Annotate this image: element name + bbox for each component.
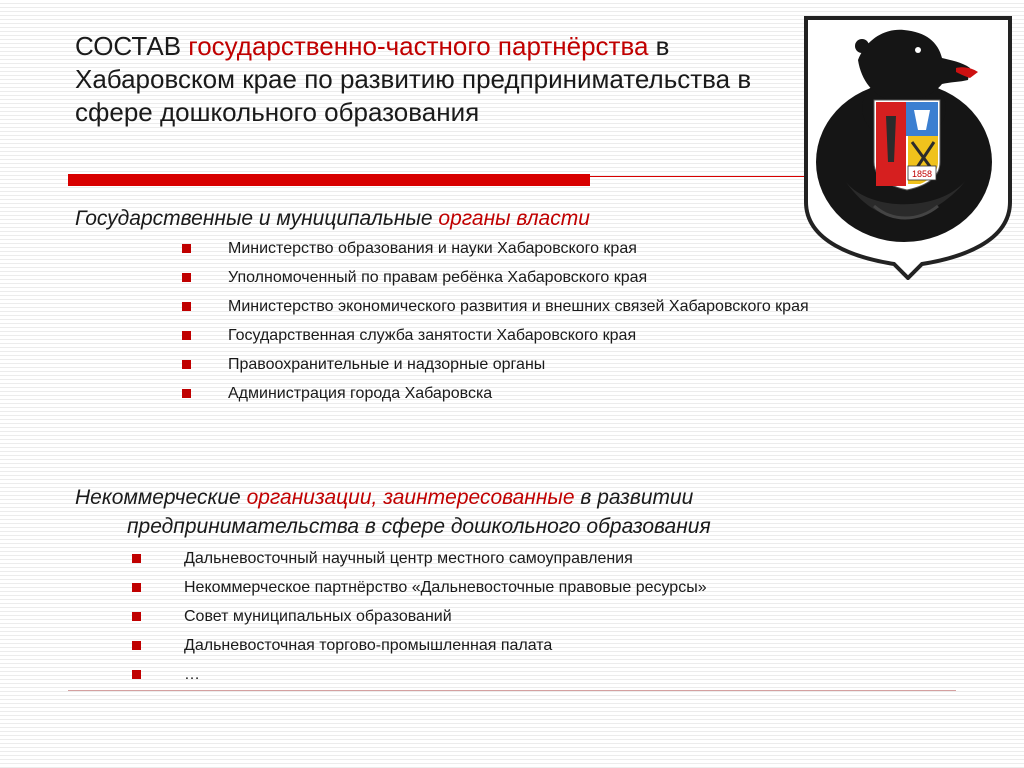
title-underline-bar bbox=[68, 174, 590, 186]
list-item: Правоохранительные и надзорные органы bbox=[228, 355, 838, 374]
heading-accent: организации, заинтересованные bbox=[246, 486, 575, 509]
list-item: Администрация города Хабаровска bbox=[228, 384, 838, 403]
square-bullet-icon bbox=[132, 554, 141, 563]
list-item: Совет муниципальных образований bbox=[184, 607, 944, 626]
heading-tail: в развитии bbox=[580, 486, 694, 509]
list-item: Министерство экономического развития и внешних связей Хабаровского края bbox=[228, 297, 838, 316]
list-item: Дальневосточная торгово-промышленная палата bbox=[184, 636, 944, 655]
heading-lead: Некоммерческие bbox=[75, 486, 241, 509]
emblem-year: 1858 bbox=[911, 169, 933, 179]
title-underline-thin bbox=[590, 176, 805, 177]
title-accent: государственно-частного партнёрства bbox=[188, 31, 649, 61]
section-heading-nonprofits bbox=[75, 483, 915, 541]
list-item: Дальневосточный научный центр местного самоуправления bbox=[184, 549, 944, 568]
inner-shield bbox=[874, 100, 940, 190]
square-bullet-icon bbox=[132, 641, 141, 650]
list-item: … bbox=[184, 665, 944, 684]
square-bullet-icon bbox=[182, 302, 191, 311]
square-bullet-icon bbox=[182, 360, 191, 369]
list-item: Государственная служба занятости Хабаровского края bbox=[228, 326, 838, 345]
square-bullet-icon bbox=[132, 583, 141, 592]
square-bullet-icon bbox=[182, 331, 191, 340]
title-rest: в Хабаровском крае по развитию предпринимательства в сфере дошкольного образования bbox=[75, 31, 752, 127]
authorities-list bbox=[228, 239, 838, 413]
heading-lead: Государственные и муниципальные bbox=[75, 207, 433, 230]
list-item: Уполномоченный по правам ребёнка Хабаровского края bbox=[228, 268, 838, 287]
list-item: Министерство образования и науки Хабаровского края bbox=[228, 239, 838, 258]
square-bullet-icon bbox=[182, 273, 191, 282]
title-lead: СОСТАВ bbox=[75, 31, 182, 61]
heading-accent: органы власти bbox=[438, 207, 590, 230]
list-item: Некоммерческое партнёрство «Дальневосточные правовые ресурсы» bbox=[184, 578, 944, 597]
heading-continuation: предпринимательства в сфере дошкольного образования bbox=[127, 515, 711, 538]
square-bullet-icon bbox=[132, 670, 141, 679]
slide-title bbox=[75, 30, 795, 129]
nonprofits-list bbox=[184, 549, 944, 694]
square-bullet-icon bbox=[132, 612, 141, 621]
section-heading-authorities bbox=[75, 204, 775, 233]
square-bullet-icon bbox=[182, 244, 191, 253]
footer-divider bbox=[68, 690, 956, 691]
square-bullet-icon bbox=[182, 389, 191, 398]
